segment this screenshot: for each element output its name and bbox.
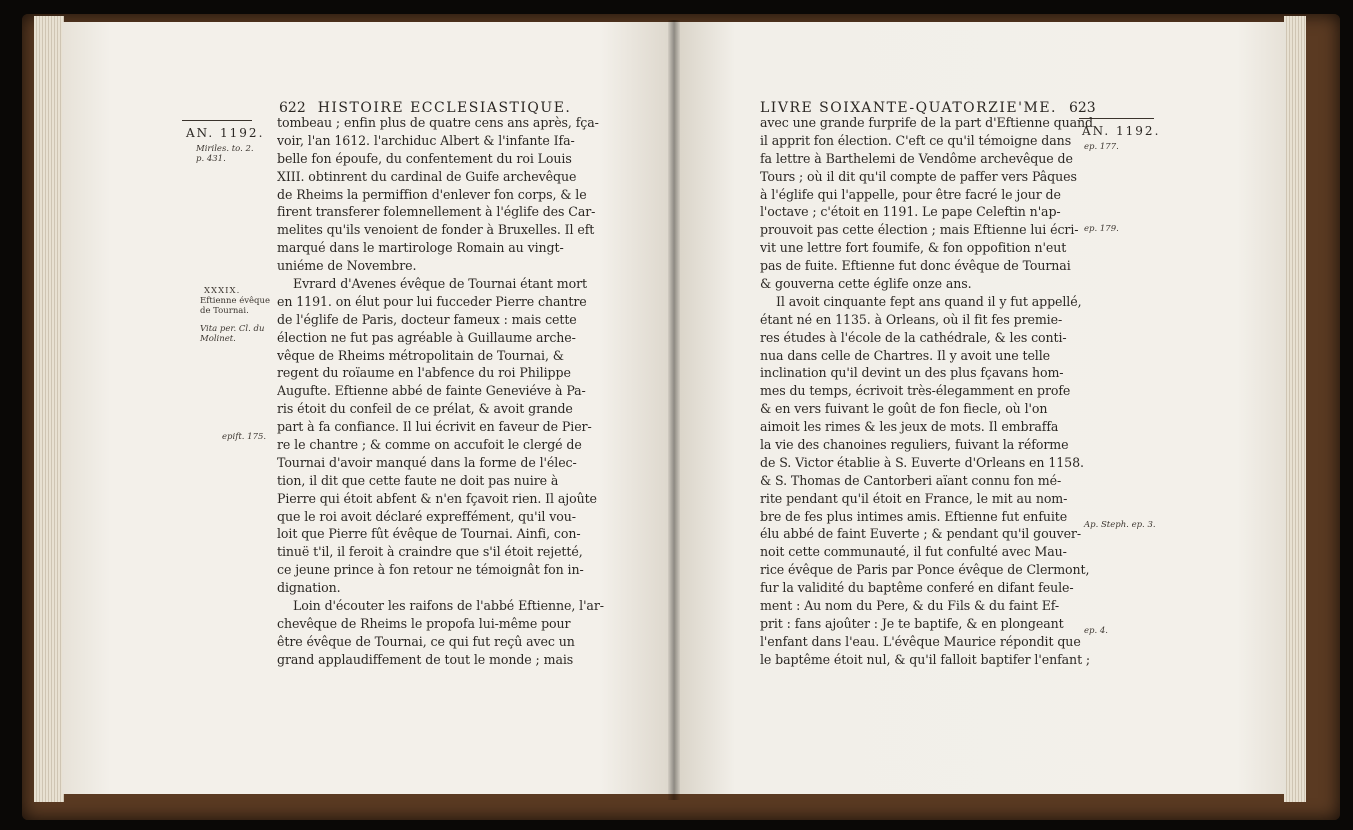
text-line: firent transferer folemnellement à l'églife des Car- (277, 204, 596, 220)
text-line: la vie des chanoines reguliers, fuivant la réforme (760, 437, 1069, 453)
right-body-text (760, 114, 1093, 669)
text-line: rite pendant qu'il étoit en France, le mit au nom- (760, 490, 1068, 506)
text-line: & gouverna cette églife onze ans. (760, 276, 972, 292)
text-line: XIII. obtinrent du cardinal de Guife archevêque (277, 168, 577, 184)
text-line: tinuë t'il, il feroit à craindre que s'il étoit rejetté, (277, 544, 583, 560)
text-line: à l'églife qui l'appelle, pour être facré le jour de (760, 186, 1061, 202)
text-line: prouvoit pas cette élection ; mais Eftienne lui écri- (760, 222, 1079, 238)
text-line: aimoit les rimes & les jeux de mots. Il embraffa (760, 419, 1059, 435)
margin-note: epift. 175. (222, 432, 267, 442)
text-line: vêque de Rheims métropolitain de Tournai, & (277, 347, 564, 363)
left-running-title: HISTOIRE ECCLESIASTIQUE. (317, 100, 572, 116)
text-line: marqué dans le martirologe Romain au vingt- (277, 240, 564, 256)
left-page (62, 22, 674, 794)
right-page-number: 623 (1068, 100, 1096, 116)
text-line: chevêque de Rheims le propofa lui-même pour (277, 615, 571, 631)
text-line: de S. Victor établie à S. Euverte d'Orleans en 1158. (760, 454, 1084, 470)
margin-note: ep. 177. (1084, 142, 1119, 152)
text-line: de Rheims la permiffion d'enlever fon corps, & le (277, 186, 587, 202)
text-line: ment : Au nom du Pere, & du Fils & du faint Ef- (760, 598, 1060, 614)
text-line: belle fon époufe, du confentement du roi Louis (277, 150, 572, 166)
text-line: le baptême étoit nul, & qu'il falloit baptifer l'enfant ; (760, 651, 1091, 667)
text-line: re le chantre ; & comme on accufoit le clergé de (277, 437, 582, 453)
text-line: l'enfant dans l'eau. L'évêque Maurice répondit que (760, 633, 1081, 649)
margin-note: Vita per. Cl. du (200, 324, 265, 334)
margin-note: Ap. Steph. ep. 3. (1084, 520, 1156, 530)
margin-note: p. 431. (196, 154, 226, 164)
text-line: res études à l'école de la cathédrale, & les conti- (760, 329, 1067, 345)
text-line: fur la validité du baptême conferé en difant feule- (760, 580, 1074, 596)
text-line: Il avoit cinquante fept ans quand il y fut appellé, (776, 293, 1082, 309)
text-line: de l'églife de Paris, docteur fameux : mais cette (277, 311, 577, 327)
left-page-number: 622 (279, 100, 306, 116)
text-line: rice évêque de Paris par Ponce évêque de Clermont, (760, 562, 1090, 578)
text-line: élu abbé de faint Euverte ; & pendant qu'il gouver- (760, 526, 1082, 542)
text-line: Pierre qui étoit abfent & n'en fçavoit rien. Il ajoûte (277, 490, 597, 506)
margin-note: Miriles. to. 2. (196, 144, 254, 154)
left-margin-rule (182, 120, 252, 121)
right-margin-year: AN. 1192. (1082, 124, 1161, 138)
text-line: noit cette communauté, il fut confulté avec Mau- (760, 544, 1067, 560)
text-line: loit que Pierre fût évêque de Tournai. Ainfi, con- (277, 526, 581, 542)
text-line: étant né en 1135. à Orleans, où il fit fes premie- (760, 311, 1063, 327)
text-line: avec une grande furprife de la part d'Eftienne quand (760, 115, 1094, 130)
text-line: voir, l'an 1612. l'archiduc Albert & l'infante Ifa- (277, 132, 575, 148)
text-line: part à fa confiance. Il lui écrivit en faveur de Pier- (277, 419, 592, 435)
text-line: élection ne fut pas agréable à Guillaume arche- (277, 329, 576, 345)
margin-note: ep. 4. (1084, 626, 1108, 636)
text-line: en 1191. on élut pour lui fucceder Pierre chantre (277, 293, 587, 309)
left-margin-year: AN. 1192. (186, 126, 265, 140)
text-line: Loin d'écouter les raifons de l'abbé Eftienne, l'ar- (293, 598, 604, 614)
text-line: Evrard d'Avenes évêque de Tournai étant mort (293, 276, 587, 292)
text-line: pas de fuite. Eftienne fut donc évêque de Tournai (760, 258, 1071, 274)
text-line: prit : fans ajoûter : Je te baptife, & en plongeant (760, 615, 1064, 631)
text-line: l'octave ; c'étoit en 1191. Le pape Celeftin n'ap- (760, 204, 1061, 220)
text-line: fa lettre à Barthelemi de Vendôme archevêque de (760, 150, 1073, 166)
text-line: nua dans celle de Chartres. Il y avoit une telle (760, 347, 1051, 363)
text-line: regent du roïaume en l'abfence du roi Philippe (277, 365, 571, 381)
text-line: ris étoit du confeil de ce prélat, & avoit grande (277, 401, 573, 417)
left-body-text (277, 114, 604, 669)
page-edges-left (34, 16, 64, 802)
text-line: & en vers fuivant le goût de fon fiecle, où l'on (760, 401, 1048, 417)
text-line: Tours ; où il dit qu'il compte de paffer vers Pâques (760, 168, 1077, 184)
text-line: que le roi avoit déclaré expreffément, qu'il vou- (277, 508, 576, 524)
text-line: bre de fes plus intimes amis. Eftienne fut enfuite (760, 508, 1068, 524)
right-running-title: LIVRE SOIXANTE-QUATORZIE'ME. (760, 100, 1058, 116)
text-line: dignation. (277, 580, 341, 596)
text-line: mes du temps, écrivoit très-élegamment en profe (760, 383, 1071, 399)
text-line: ce jeune prince à fon retour ne témoignât fon in- (277, 562, 584, 578)
margin-note: Molinet. (200, 334, 236, 344)
text-line: tion, il dit que cette faute ne doit pas nuire à (277, 472, 559, 488)
text-line: Tournai d'avoir manqué dans la forme de l'élec- (277, 454, 577, 470)
margin-note: Eftienne évêque (200, 296, 271, 306)
text-line: tombeau ; enfin plus de quatre cens ans après, fça- (277, 115, 599, 130)
margin-note: de Tournai. (200, 306, 249, 316)
book-gutter (668, 20, 680, 800)
text-line: melites qu'ils venoient de fonder à Bruxelles. Il eft (277, 222, 595, 238)
right-page (674, 22, 1286, 794)
text-line: il apprit fon élection. C'eft ce qu'il témoigne dans (760, 132, 1072, 148)
text-line: être évêque de Tournai, ce qui fut reçû avec un (277, 633, 575, 649)
page-edges-right (1284, 16, 1306, 802)
margin-note: ep. 179. (1084, 224, 1119, 234)
text-line: inclination qu'il devint un des plus fçavans hom- (760, 365, 1064, 381)
text-line: grand applaudiffement de tout le monde ; mais (277, 651, 574, 667)
text-line: uniéme de Novembre. (277, 258, 417, 274)
margin-note: XXXIX. (204, 286, 241, 296)
text-line: & S. Thomas de Cantorberi aïant connu fon mé- (760, 472, 1062, 488)
text-line: Augufte. Eftienne abbé de fainte Geneviéve à Pa- (277, 383, 586, 399)
text-line: vit une lettre fort foumife, & fon oppofition n'eut (760, 240, 1067, 256)
